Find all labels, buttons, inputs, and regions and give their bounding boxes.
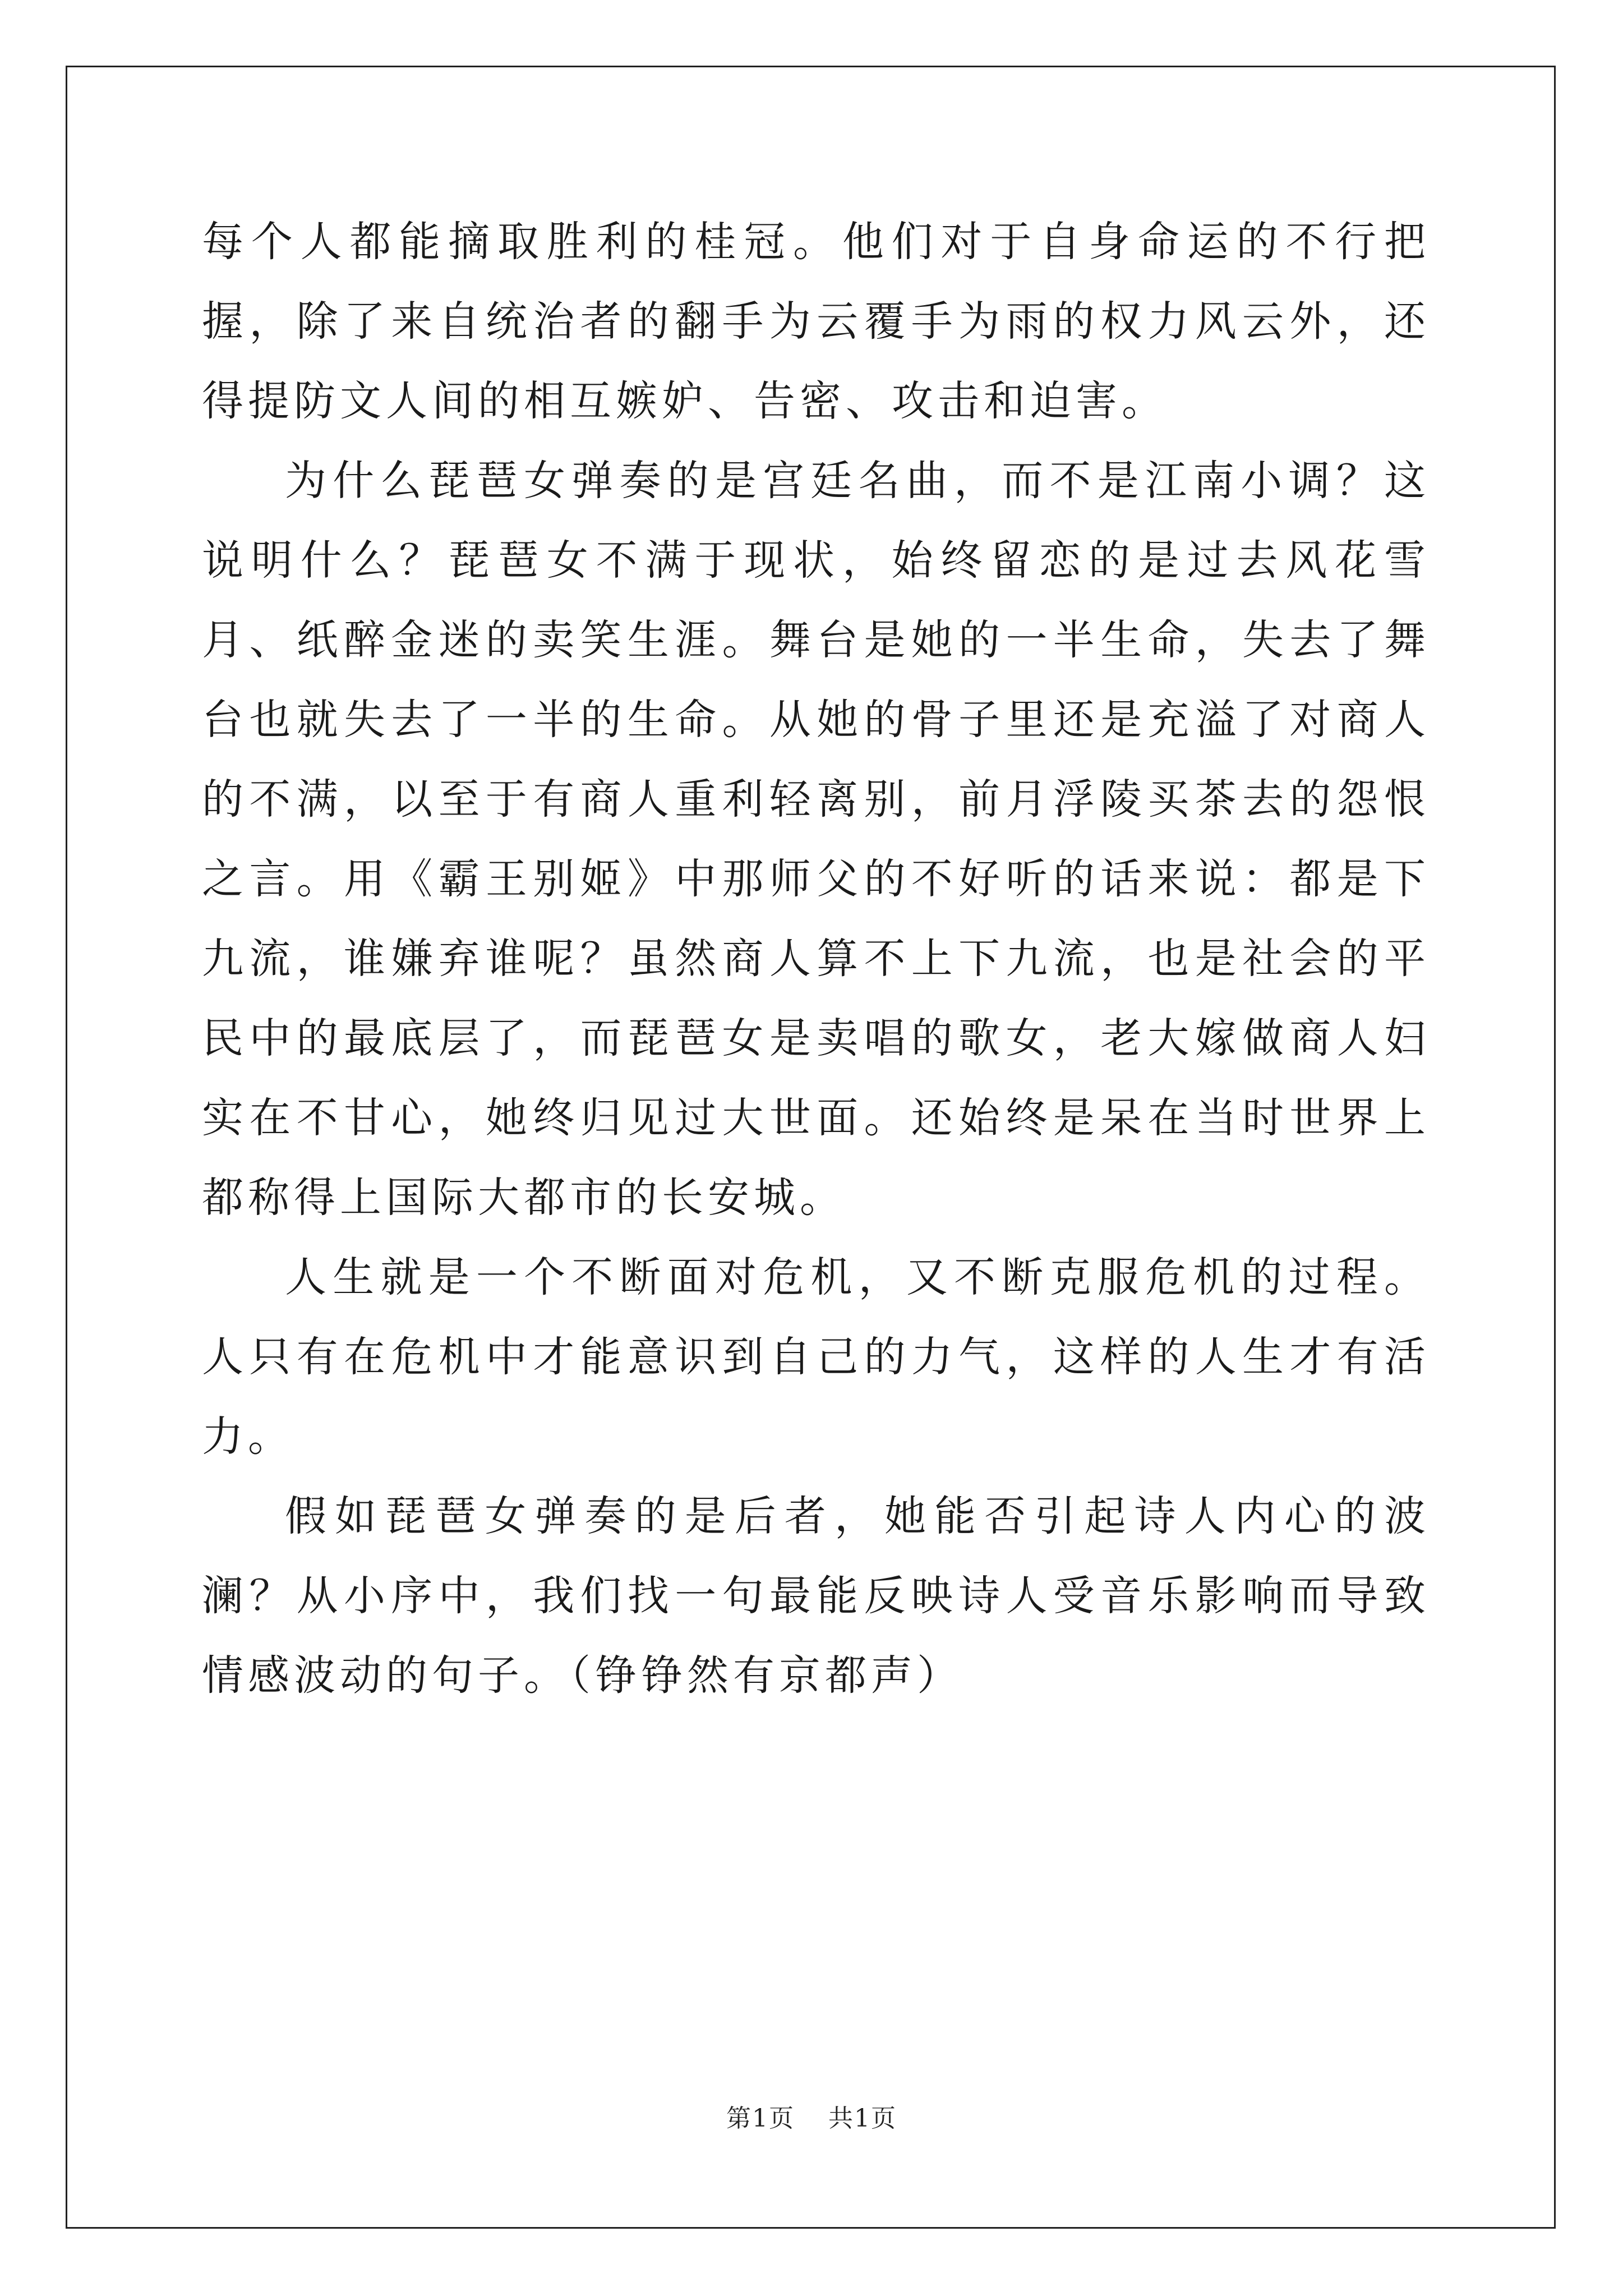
paragraph-1: 每个人都能摘取胜利的桂冠。他们对于自身命运的不行把握，除了来自统治者的翻手为云覆手为雨的权力风云外，还得提防文人间的相互嫉妒、告密、攻击和迫害。 (202, 218, 1430, 425)
document-body (202, 202, 1430, 1715)
page-number: 第1页 (726, 2104, 795, 2133)
page-total: 共1页 (828, 2104, 897, 2133)
paragraph-4: 假如琵琶女弹奏的是后者，她能否引起诗人内心的波澜？从小序中，我们找一句最能反映诗人受音乐影响而导致情感波动的句子。（铮铮然有京都声） (202, 1492, 1430, 1700)
page-footer (0, 2098, 1623, 2134)
paragraph-3: 人生就是一个不断面对危机，又不断克服危机的过程。人只有在危机中才能意识到自己的力气，这样的人生才有活力。 (202, 1253, 1430, 1461)
paragraph-2: 为什么琵琶女弹奏的是宫廷名曲，而不是江南小调？这说明什么？琵琶女不满于现状，始终留恋的是过去风花雪月、纸醉金迷的卖笑生涯。舞台是她的一半生命，失去了舞台也就失去了一半的生命。从她的骨子里还是充溢了对商人的不满，以至于有商人重利轻离别，前月浮陵买茶去的怨恨之言。用《霸王别姬》中那师父的不好听的话来说：都是下九流，谁嫌弃谁呢？虽然商人算不上下九流，也是社会的平民中的最底层了，而琵琶女是卖唱的歌女，老大嫁做商人妇实在不甘心，她终归见过大世面。还始终是呆在当时世界上都称得上国际大都市的长安城。 (202, 457, 1430, 1222)
